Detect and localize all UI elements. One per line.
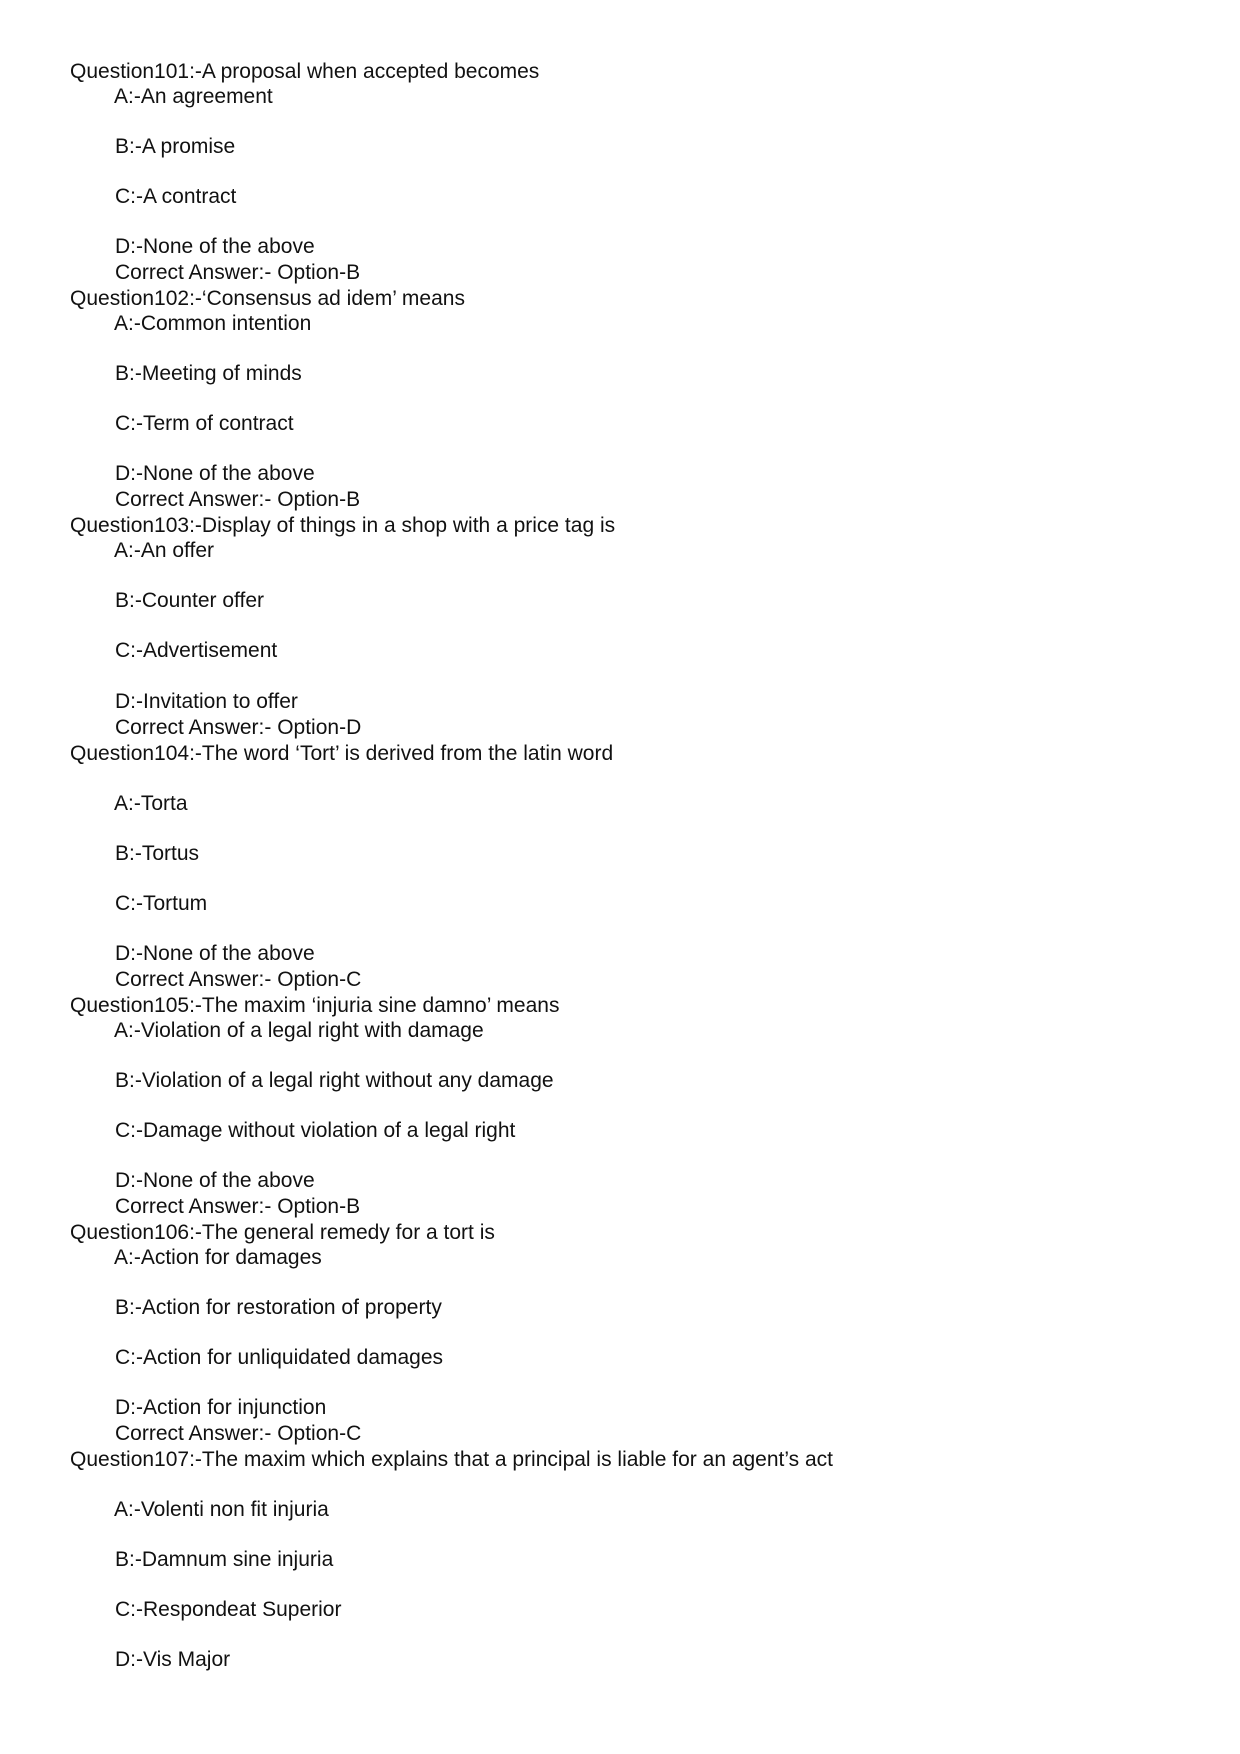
option-b: B:-A promise <box>115 135 236 158</box>
option-c: C:-A contract <box>115 185 237 208</box>
question-text: Question101:-A proposal when accepted becomes <box>70 60 540 83</box>
option-a: A:-An offer <box>114 539 214 562</box>
option-d: D:-None of the above <box>115 1169 315 1192</box>
question-text: Question107:-The maxim which explains that a principal is liable for an agent’s act <box>70 1448 834 1471</box>
option-a: A:-Torta <box>114 792 188 815</box>
option-b: B:-Violation of a legal right without any damage <box>115 1069 554 1092</box>
correct-answer: Correct Answer:- Option-C <box>115 968 362 991</box>
question-text: Question106:-The general remedy for a tort is <box>70 1221 495 1244</box>
option-c: C:-Term of contract <box>115 412 294 435</box>
correct-answer: Correct Answer:- Option-C <box>115 1422 362 1445</box>
option-a: A:-Action for damages <box>114 1246 322 1269</box>
question-text: Question105:-The maxim ‘injuria sine damno’ means <box>70 994 560 1017</box>
option-c: C:-Action for unliquidated damages <box>115 1346 444 1369</box>
option-d: D:-None of the above <box>115 942 315 965</box>
question-text: Question103:-Display of things in a shop with a price tag is <box>70 514 616 537</box>
option-a: A:-Common intention <box>114 312 312 335</box>
option-d: D:-Action for injunction <box>115 1396 327 1419</box>
option-d: D:-Vis Major <box>115 1648 231 1671</box>
option-c: C:-Advertisement <box>115 639 278 662</box>
option-c: C:-Tortum <box>115 892 208 915</box>
option-b: B:-Counter offer <box>115 589 265 612</box>
option-d: D:-Invitation to offer <box>115 690 298 713</box>
option-a: A:-An agreement <box>114 85 273 108</box>
option-a: A:-Violation of a legal right with damage <box>114 1019 484 1042</box>
correct-answer: Correct Answer:- Option-B <box>115 488 361 511</box>
option-d: D:-None of the above <box>115 235 315 258</box>
question-text: Question102:-‘Consensus ad idem’ means <box>70 287 465 310</box>
option-c: C:-Damage without violation of a legal right <box>115 1119 516 1142</box>
option-b: B:-Meeting of minds <box>115 362 302 385</box>
option-a: A:-Volenti non fit injuria <box>114 1498 329 1521</box>
correct-answer: Correct Answer:- Option-D <box>115 716 362 739</box>
option-d: D:-None of the above <box>115 462 315 485</box>
option-b: B:-Action for restoration of property <box>115 1296 442 1319</box>
option-c: C:-Respondeat Superior <box>115 1598 342 1621</box>
correct-answer: Correct Answer:- Option-B <box>115 1195 361 1218</box>
correct-answer: Correct Answer:- Option-B <box>115 261 361 284</box>
option-b: B:-Tortus <box>115 842 200 865</box>
question-text: Question104:-The word ‘Tort’ is derived from the latin word <box>70 742 614 765</box>
option-b: B:-Damnum sine injuria <box>115 1548 334 1571</box>
